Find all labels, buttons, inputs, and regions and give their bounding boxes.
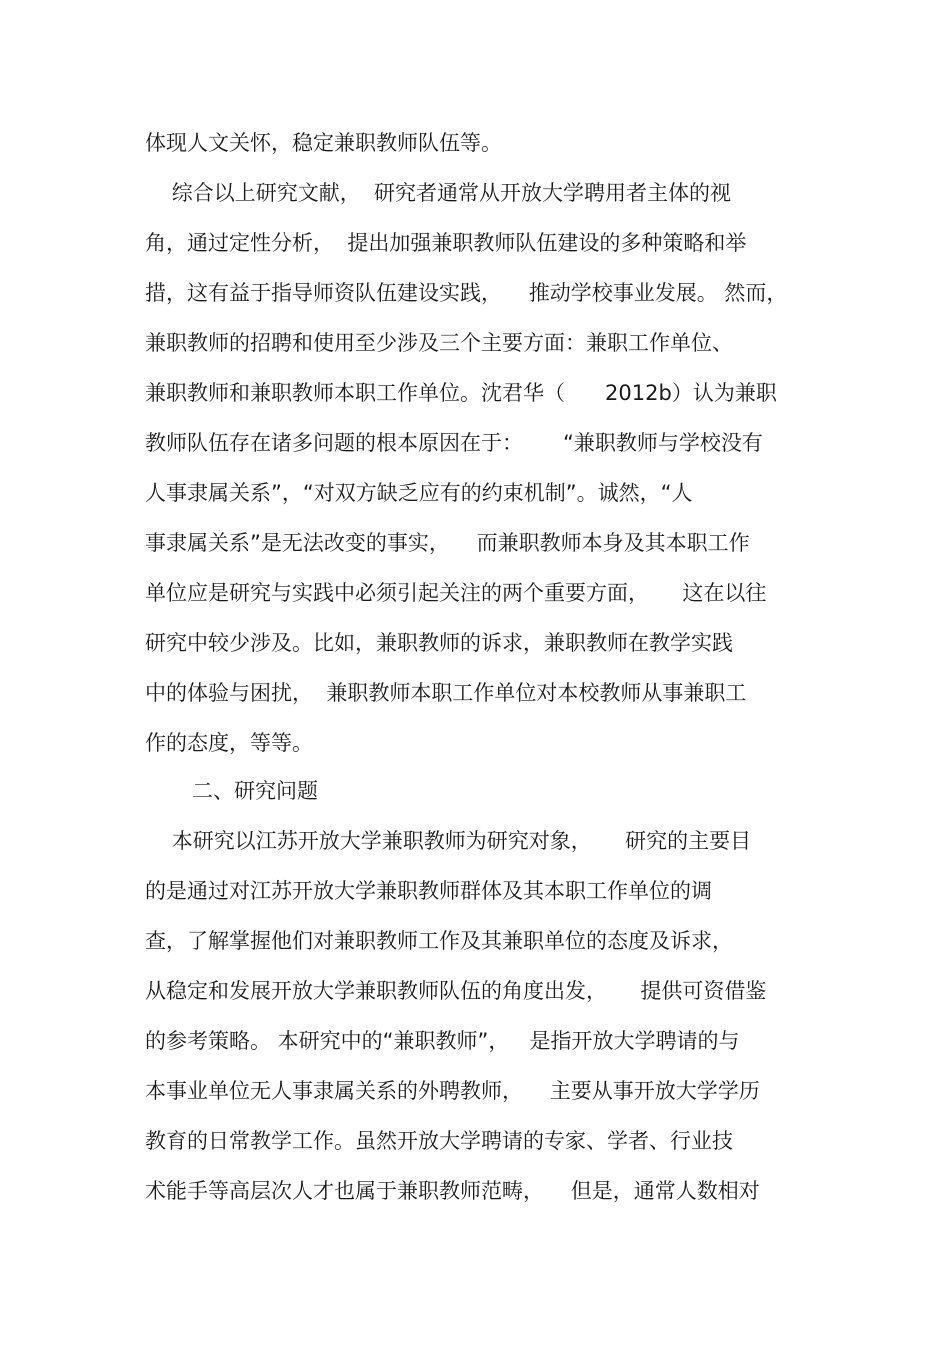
paragraph-line: 教育的日常教学工作。虽然开放大学聘请的专家、学者、行业技 — [145, 1129, 733, 1153]
paragraph-line: 兼职教师的招聘和使用至少涉及三个主要方面：兼职工作单位、 — [145, 331, 733, 355]
paragraph-line: 综合以上研究文献， 研究者通常从开放大学聘用者主体的视 — [145, 181, 732, 205]
paragraph-line: 事隶属关系”是无法改变的事实， 而兼职教师本身及其本职工作 — [145, 531, 750, 555]
paragraph-line: 人事隶属关系”，“对双方缺乏应有的约束机制”。诚然，“人 — [145, 481, 693, 505]
paragraph-line: 术能手等高层次人才也属于兼职教师范畴， 但是，通常人数相对 — [145, 1179, 760, 1203]
paragraph-line: 体现人文关怀，稳定兼职教师队伍等。 — [145, 131, 502, 155]
paragraph-line: 研究中较少涉及。比如，兼职教师的诉求，兼职教师在教学实践 — [145, 631, 733, 655]
paragraph-line: 的参考策略。 本研究中的“兼职教师”， 是指开放大学聘请的与 — [145, 1029, 740, 1053]
paragraph-line: 教师队伍存在诸多问题的根本原因在于： “兼职教师与学校没有 — [145, 431, 763, 455]
paragraph-line: 本研究以江苏开放大学兼职教师为研究对象， 研究的主要目 — [145, 829, 752, 853]
paragraph-line: 本事业单位无人事隶属关系的外聘教师， 主要从事开放大学学历 — [145, 1079, 760, 1103]
paragraph-line: 角，通过定性分析， 提出加强兼职教师队伍建设的多种策略和举 — [145, 231, 747, 255]
paragraph-line: 单位应是研究与实践中必须引起关注的两个重要方面， 这在以往 — [145, 581, 767, 605]
paragraph-line: 作的态度，等等。 — [145, 731, 313, 755]
paragraph-line: 中的体验与困扰， 兼职教师本职工作单位对本校教师从事兼职工 — [145, 681, 747, 705]
paragraph-line: 从稳定和发展开放大学兼职教师队伍的角度出发， 提供可资借鉴 — [145, 979, 767, 1003]
paragraph-line: 的是通过对江苏开放大学兼职教师群体及其本职工作单位的调 — [145, 879, 712, 903]
paragraph-line: 查，了解掌握他们对兼职教师工作及其兼职单位的态度及诉求， — [145, 929, 733, 953]
paragraph-line: 兼职教师和兼职教师本职工作单位。沈君华（ 2012b）认为兼职 — [145, 381, 777, 405]
section-heading: 二、研究问题 — [192, 779, 318, 803]
paragraph-line: 措，这有益于指导师资队伍建设实践， 推动学校事业发展。 然而， — [145, 281, 788, 305]
